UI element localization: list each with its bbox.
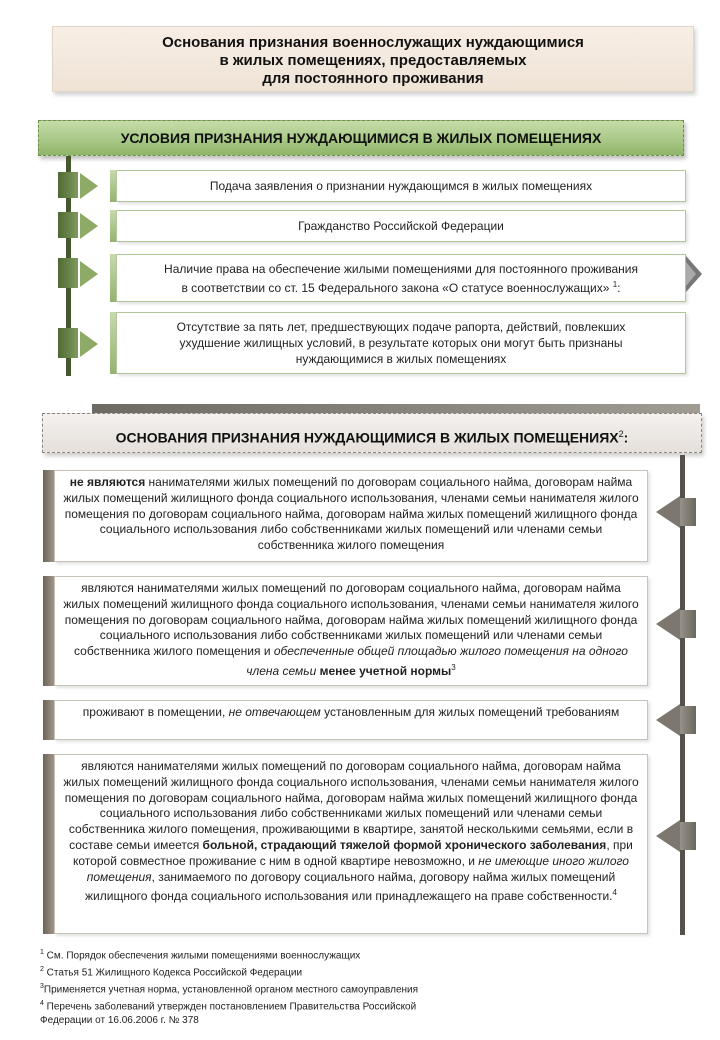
ground-unfit-premises: [54, 700, 648, 740]
footnote-mark: 4: [40, 1000, 44, 1007]
condition-text: в соответствии со ст. 15 Федерального закона «О статусе военнослужащих»: [181, 281, 610, 295]
condition-right-to-housing: [116, 254, 686, 302]
footnote-ref: 4: [612, 888, 617, 898]
ground-text: нанимателями жилых помещений по договорам социального найма, договорам найма жилых помещений жилищного фонда социального использования, членами семьи нанимателя жилого помещения по договорам социального найма, договорам найма жилых помещений жилищного фонда социального использования либо собственниками жилых помещений или членами семьи собственника жилого помещения: [63, 475, 639, 553]
ground-italic-text: обеспеченные общей площадью жилого помещения на одного члена семьи: [246, 644, 628, 678]
condition-application: [116, 170, 686, 202]
connector-stub: [58, 328, 78, 358]
title-line-2: в жилых помещениях, предоставляемых: [219, 52, 527, 69]
condition-text: Гражданство Российской Федерации: [298, 219, 504, 233]
title-line-3: для постоянного проживания: [262, 70, 484, 87]
footnote-mark: 3: [40, 983, 44, 990]
grounds-top-bar: [92, 404, 700, 413]
arrow-right-icon: [80, 261, 98, 287]
connector-stub: [58, 212, 78, 238]
condition-text: Подача заявления о признании нуждающимся в жилых помещениях: [209, 179, 593, 193]
condition-text: Наличие права на обеспечение жилыми помещениями для постоянного проживания: [164, 262, 638, 276]
connector-stub: [678, 498, 696, 526]
condition-text: Отсутствие за пять лет, предшествующих подаче рапорта, действий, повлекших: [176, 320, 626, 334]
ground-italic-text: не отвечающем: [228, 705, 321, 719]
footnote-mark: 2: [40, 966, 44, 973]
footnote-text: Перечень заболеваний утвержден постановлением Правительства Российской: [43, 1001, 417, 1013]
connector-stub: [678, 822, 696, 850]
arrow-left-icon: [656, 704, 680, 736]
condition-text: :: [617, 281, 621, 295]
arrow-right-icon: [686, 262, 696, 286]
footnote-ref: 2: [618, 429, 624, 439]
footnote-2: [40, 963, 302, 980]
ground-text: установленным для жилых помещений требованиям: [320, 705, 620, 719]
page-title: [52, 26, 694, 92]
ground-italic-text: не имеющие иного жилого помещения: [86, 853, 629, 884]
condition-text: ухудшение жилищных условий, в результате которых они могут быть признаны: [179, 336, 623, 350]
grounds-header-end: :: [623, 429, 629, 446]
ground-chronic-illness: [54, 754, 648, 934]
condition-no-worsening: [116, 312, 686, 374]
grounds-connector-line: [680, 455, 685, 935]
ground-text: проживают в помещении,: [82, 705, 229, 719]
ground-not-tenants: [54, 470, 648, 562]
footnote-text: Применяется учетная норма, установленной органом местного самоуправления: [43, 984, 419, 996]
footnote-3: [40, 980, 418, 997]
connector-stub: [678, 610, 696, 638]
ground-bold-text: больной, страдающий тяжелой формой хронического заболевания: [202, 837, 607, 852]
title-line-1: Основания признания военнослужащих нуждающимися: [162, 34, 584, 51]
condition-citizenship: [116, 210, 686, 242]
connector-stub: [58, 258, 78, 288]
footnote-text: Статья 51 Жилищного Кодекса Российской Федерации: [43, 967, 303, 979]
footnote-1: [40, 946, 360, 963]
conditions-header: УСЛОВИЯ ПРИЗНАНИЯ НУЖДАЮЩИМИСЯ В ЖИЛЫХ ПОМЕЩЕНИЯХ: [38, 120, 684, 156]
arrow-right-icon: [80, 331, 98, 357]
grounds-header: [42, 413, 702, 453]
footnote-text: Федерации от 16.06.2006 г. № 378: [40, 1015, 199, 1027]
ground-text: являются нанимателями жилых помещений по договорам социального найма, договорам найма жилых помещений жилищного фонда социального использования, членами семьи нанимателя жилого помещения по договорам социального найма, договорам найма жилых помещений жилищного фонда социального использования либо собственниками жилых помещений или членами семьи собственника жилого помещения и: [63, 581, 639, 659]
grounds-header-text: ОСНОВАНИЯ ПРИЗНАНИЯ НУЖДАЮЩИМИСЯ В ЖИЛЫХ ПОМЕЩЕНИЯХ: [115, 429, 619, 446]
arrow-left-icon: [656, 820, 680, 852]
arrow-left-icon: [656, 496, 680, 528]
ground-text: , занимаемого по договору социального найма, договору найма жилых помещений жилищного фонда социального использования или принадлежащего на праве собственности.: [85, 869, 616, 904]
ground-bold-text: менее учетной нормы: [316, 663, 452, 678]
connector-stub: [58, 172, 78, 198]
footnote-text: См. Порядок обеспечения жилыми помещениями военнослужащих: [43, 950, 361, 962]
arrow-left-icon: [656, 608, 680, 640]
arrow-right-icon: [80, 213, 98, 239]
ground-text: , при которой совместное проживание с ним в одной квартире невозможно, и: [73, 837, 633, 868]
condition-text: нуждающимися в жилых помещениях: [295, 352, 507, 366]
footnote-mark: 1: [40, 949, 44, 956]
arrow-right-icon: [80, 173, 98, 199]
footnote-ref: 1: [612, 280, 618, 289]
footnote-4: [40, 997, 416, 1028]
ground-text: являются нанимателями жилых помещений по договорам социального найма, договорам найма жилых помещений жилищного фонда социального использования, членами семьи нанимателя жилого помещения по договорам социального найма, договорам найма жилых помещений жилищного фонда социального использования либо собственниками жилых помещений или членами семьи собственника жилого помещения, проживающими в квартире, занятой несколькими семьями, если в составе семьи имеется: [63, 759, 639, 852]
ground-bold-text: не являются: [69, 475, 146, 489]
ground-below-norm: [54, 576, 648, 686]
footnote-ref: 3: [451, 662, 456, 672]
connector-stub: [678, 706, 696, 734]
